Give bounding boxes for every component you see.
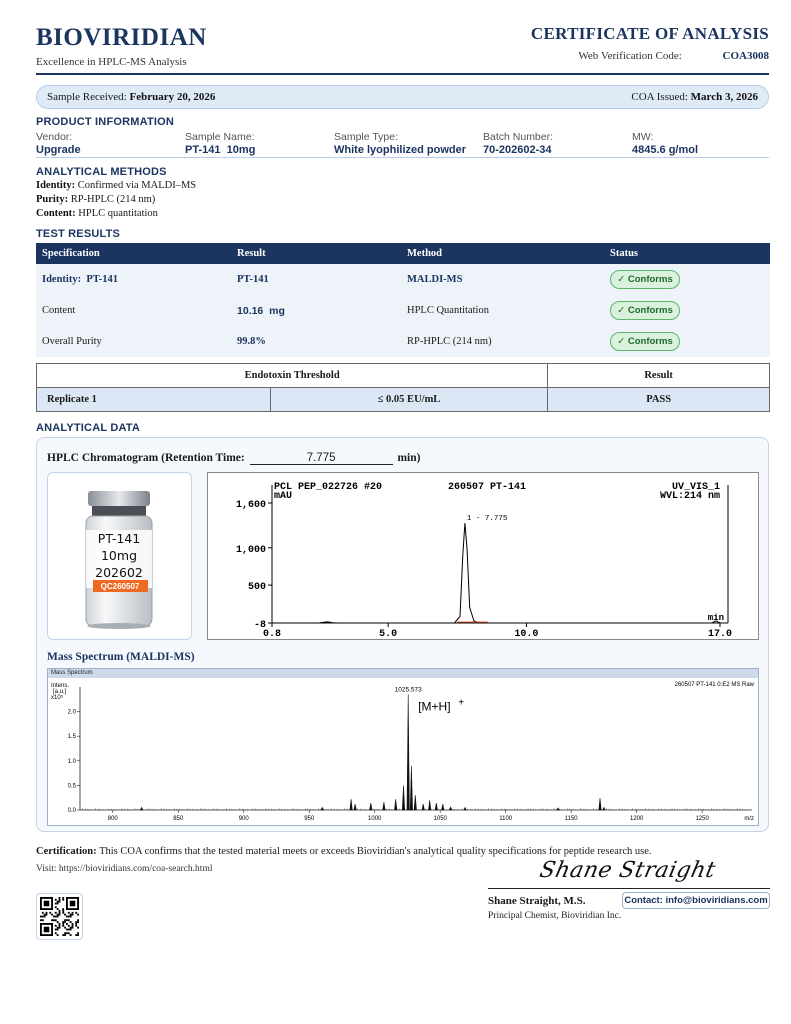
vial-photo bbox=[47, 472, 192, 640]
qr-module bbox=[75, 923, 77, 925]
qr-module bbox=[64, 919, 66, 921]
qr-module bbox=[72, 927, 74, 929]
qr-module bbox=[55, 919, 57, 921]
qr-code-graphic bbox=[40, 897, 79, 936]
method-cell: RP-HPLC (214 nm) bbox=[401, 326, 604, 357]
ms-y-tick-label: 1.5 bbox=[67, 734, 76, 741]
chrom-y-unit: mAU bbox=[274, 491, 293, 502]
method-label: Identity: bbox=[36, 180, 76, 191]
field-value: Upgrade bbox=[36, 144, 81, 156]
qr-module bbox=[66, 916, 68, 918]
qr-module bbox=[64, 932, 66, 934]
field-label: Vendor: bbox=[36, 131, 73, 143]
ms-peak bbox=[370, 803, 372, 810]
qr-module bbox=[55, 906, 57, 908]
status-cell bbox=[604, 295, 770, 326]
chrom-x-unit: min bbox=[707, 613, 724, 623]
ms-y-exp: x10⁵ bbox=[51, 695, 64, 701]
qr-module bbox=[44, 916, 46, 918]
chrom-y-tick-label: 1,000 bbox=[235, 544, 266, 556]
verification-label: Web Verification Code: bbox=[578, 50, 682, 62]
qr-module bbox=[62, 925, 64, 927]
qr-module bbox=[57, 908, 59, 910]
qr-module bbox=[42, 919, 44, 921]
ms-x-tick-label: 1100 bbox=[499, 816, 513, 822]
chrom-x-tick-label: 5.0 bbox=[379, 629, 398, 640]
chrom-header-mid: 260507 PT-141 bbox=[448, 482, 527, 493]
analytical-data-panel bbox=[36, 437, 769, 832]
verification-value: COA3008 bbox=[722, 50, 769, 62]
qr-module bbox=[70, 934, 72, 936]
qr-module bbox=[59, 914, 61, 916]
ms-peak bbox=[450, 807, 452, 810]
qr-module bbox=[59, 923, 61, 925]
chromatogram-chart bbox=[208, 473, 760, 641]
method-cell: HPLC Quantitation bbox=[401, 295, 604, 326]
ms-ion-label: [M+H] bbox=[418, 699, 451, 714]
ms-y-unit: [a.u.] bbox=[53, 689, 67, 695]
spec-cell: Overall Purity bbox=[36, 326, 231, 357]
status-badge: ✓ Conforms bbox=[610, 270, 680, 289]
ms-peak bbox=[414, 795, 416, 810]
replicate-label: Replicate 1 bbox=[37, 388, 271, 412]
ms-x-tick-label: 950 bbox=[304, 816, 315, 822]
qr-module bbox=[72, 923, 74, 925]
chrom-y-tick-label: 1,600 bbox=[235, 500, 266, 511]
qr-module bbox=[70, 927, 72, 929]
qr-module bbox=[51, 919, 53, 921]
chrom-peak-label: 1 - 7.775 bbox=[466, 515, 508, 524]
ms-peak bbox=[464, 808, 466, 811]
column-header: Status bbox=[604, 243, 770, 264]
signature-line bbox=[488, 888, 770, 889]
qr-module bbox=[77, 932, 79, 934]
method-value: HPLC quantitation bbox=[78, 208, 158, 219]
analytical-data-title: ANALYTICAL DATA bbox=[36, 422, 141, 434]
chrom-x-tick-label: 17.0 bbox=[707, 629, 733, 640]
qr-module bbox=[51, 914, 53, 916]
visit-link[interactable]: Visit: https://bioviridians.com/coa-search.html bbox=[36, 864, 213, 874]
method-purity bbox=[36, 194, 155, 205]
sample-type-field bbox=[334, 131, 466, 156]
chrom-header-right-2: WVL:214 nm bbox=[659, 491, 720, 502]
retention-time-value: 7.775 bbox=[250, 452, 393, 465]
qr-module bbox=[70, 929, 72, 931]
qr-module bbox=[57, 916, 59, 918]
qr-code-icon[interactable] bbox=[36, 893, 83, 940]
qr-module bbox=[57, 901, 59, 903]
qr-module bbox=[59, 927, 61, 929]
qr-module bbox=[68, 919, 70, 921]
qr-module bbox=[64, 921, 66, 923]
method-content bbox=[36, 208, 158, 219]
chrom-y-tick-label: -8 bbox=[253, 620, 266, 631]
table-row bbox=[36, 326, 770, 357]
qr-module bbox=[55, 903, 57, 905]
ms-peak bbox=[429, 800, 431, 810]
signature: Shane Straight bbox=[537, 858, 718, 883]
qr-module bbox=[77, 927, 79, 929]
issued-value: March 3, 2026 bbox=[690, 91, 758, 103]
qr-module bbox=[55, 932, 57, 934]
mass-spectrum-header: Mass Spectrum bbox=[48, 669, 758, 678]
status-badge: ✓ Conforms bbox=[610, 332, 680, 351]
qr-module bbox=[62, 910, 64, 912]
column-header: Method bbox=[401, 243, 604, 264]
vial-sticker-text: QC260507 bbox=[100, 582, 140, 591]
contact-email[interactable]: Contact: info@bioviridians.com bbox=[622, 892, 770, 909]
qr-module bbox=[75, 934, 77, 936]
qr-module bbox=[68, 916, 70, 918]
ms-y-tick-label: 0.0 bbox=[67, 808, 76, 814]
qr-module bbox=[66, 932, 68, 934]
mw-field bbox=[632, 131, 698, 156]
qr-module bbox=[55, 925, 57, 927]
qr-module bbox=[55, 899, 57, 901]
status-cell bbox=[604, 264, 770, 295]
ms-y-tick-label: 0.5 bbox=[67, 783, 76, 790]
vial-cap-icon bbox=[88, 491, 150, 506]
qr-module bbox=[75, 921, 77, 923]
ms-x-tick-label: 800 bbox=[107, 816, 118, 822]
qr-module bbox=[55, 912, 57, 914]
dates-bar bbox=[36, 85, 769, 109]
qr-module bbox=[62, 912, 64, 914]
signer-title: Principal Chemist, Bioviridian Inc. bbox=[488, 911, 622, 921]
ms-x-tick-label: 900 bbox=[238, 816, 249, 822]
table-row bbox=[37, 388, 770, 412]
ms-peak bbox=[442, 804, 444, 810]
qr-module bbox=[68, 912, 70, 914]
spec-cell: Identity: PT-141 bbox=[36, 264, 231, 295]
document-title: CERTIFICATE OF ANALYSIS bbox=[530, 24, 769, 43]
received-value: February 20, 2026 bbox=[129, 91, 216, 103]
chrom-x-tick-label: 0.8 bbox=[262, 629, 282, 640]
mass-spectrum bbox=[47, 668, 759, 826]
endotoxin-result: PASS bbox=[548, 388, 770, 412]
ms-peak bbox=[435, 803, 437, 810]
qr-module bbox=[75, 912, 77, 914]
status-cell bbox=[604, 326, 770, 357]
column-header: Endotoxin Threshold bbox=[37, 364, 548, 388]
qr-module bbox=[68, 932, 70, 934]
ms-y-tick-label: 2.0 bbox=[67, 709, 76, 716]
qr-module bbox=[62, 923, 64, 925]
column-header: Specification bbox=[36, 243, 231, 264]
ms-x-tick-label: 1150 bbox=[564, 816, 578, 822]
qr-module bbox=[57, 914, 59, 916]
method-label: Content: bbox=[36, 208, 76, 219]
mass-spectrum-title: Mass Spectrum (MALDI-MS) bbox=[47, 651, 195, 663]
qr-module bbox=[59, 901, 61, 903]
chrom-title-suffix: min) bbox=[397, 452, 421, 464]
qr-module bbox=[46, 912, 48, 914]
result-cell: 99.8% bbox=[231, 326, 401, 357]
qr-module bbox=[44, 914, 46, 916]
result-cell: 10.16 mg bbox=[231, 295, 401, 326]
table-row bbox=[36, 295, 770, 326]
column-header: Result bbox=[548, 364, 770, 388]
field-value: PT-141 10mg bbox=[185, 144, 256, 156]
qr-module bbox=[62, 897, 64, 899]
chrom-header-left: PCL PEP_022726 #20 bbox=[274, 482, 383, 493]
qr-module bbox=[64, 914, 66, 916]
ms-peak bbox=[410, 766, 412, 810]
signer-name: Shane Straight, M.S. bbox=[488, 895, 586, 907]
qr-module bbox=[77, 919, 79, 921]
qr-module bbox=[66, 929, 68, 931]
ms-x-tick-label: 850 bbox=[173, 816, 184, 822]
mass-spectrum-chart bbox=[48, 669, 760, 827]
header-divider bbox=[36, 73, 769, 75]
qr-module bbox=[62, 921, 64, 923]
method-value: RP-HPLC (214 nm) bbox=[70, 194, 156, 205]
test-results-title: TEST RESULTS bbox=[36, 228, 121, 240]
tagline: Excellence in HPLC-MS Analysis bbox=[36, 56, 187, 68]
qr-module bbox=[55, 929, 57, 931]
ms-y-tick-label: 1.0 bbox=[67, 758, 76, 765]
ms-x-unit: m/z bbox=[744, 816, 754, 822]
chrom-y-tick-label: 500 bbox=[247, 582, 266, 594]
qr-module bbox=[53, 916, 55, 918]
cert-text: This COA confirms that the tested material meets or exceeds Bioviridian's analytical quality specifications for peptide research use. bbox=[99, 846, 652, 857]
vial-illustration bbox=[48, 473, 193, 641]
sample-received bbox=[47, 91, 215, 103]
ms-x-tick-label: 1250 bbox=[695, 816, 709, 822]
qr-module bbox=[40, 916, 42, 918]
qr-module bbox=[59, 912, 61, 914]
table-row bbox=[36, 264, 770, 295]
vial-label-line: 10mg bbox=[100, 548, 138, 563]
field-label: Batch Number: bbox=[483, 131, 554, 143]
qr-finder-core bbox=[44, 927, 50, 933]
qr-module bbox=[57, 927, 59, 929]
ms-peak bbox=[321, 808, 323, 811]
certification-statement bbox=[36, 846, 651, 857]
qr-module bbox=[59, 925, 61, 927]
hplc-chromatogram bbox=[207, 472, 759, 640]
qr-module bbox=[59, 897, 61, 899]
batch-number-field bbox=[483, 131, 553, 156]
ms-peak bbox=[402, 785, 404, 810]
qr-module bbox=[53, 919, 55, 921]
method-value: Confirmed via MALDI–MS bbox=[77, 180, 197, 191]
ms-info: 260507 PT-141 0:E2 MS Raw bbox=[674, 682, 754, 688]
threshold-value: ≤ 0.05 EU/mL bbox=[270, 388, 548, 412]
field-label: Sample Type: bbox=[334, 131, 399, 143]
received-label: Sample Received: bbox=[47, 91, 127, 103]
ms-x-tick-label: 1200 bbox=[629, 816, 644, 822]
verification-code bbox=[578, 50, 769, 62]
ms-x-tick-label: 1050 bbox=[433, 816, 447, 822]
ms-peak-value-label: 1025.573 bbox=[394, 686, 422, 694]
qr-module bbox=[59, 899, 61, 901]
ms-peak bbox=[383, 802, 385, 810]
chromatogram-title bbox=[47, 452, 420, 465]
table-header-row bbox=[36, 243, 770, 264]
qr-module bbox=[77, 921, 79, 923]
qr-module bbox=[57, 921, 59, 923]
ms-peak bbox=[557, 808, 559, 810]
ms-peak bbox=[350, 799, 352, 810]
brand-logo: BIOVIRIDIAN bbox=[36, 24, 207, 51]
method-cell: MALDI-MS bbox=[401, 264, 604, 295]
qr-module bbox=[70, 914, 72, 916]
qr-module bbox=[46, 914, 48, 916]
qr-module bbox=[68, 925, 70, 927]
method-identity bbox=[36, 180, 196, 191]
ms-peak bbox=[140, 808, 142, 811]
qr-module bbox=[68, 929, 70, 931]
test-results-table bbox=[36, 243, 770, 357]
qr-module bbox=[72, 925, 74, 927]
column-header: Result bbox=[231, 243, 401, 264]
ms-peak bbox=[395, 799, 397, 810]
qr-module bbox=[72, 914, 74, 916]
chrom-title-prefix: HPLC Chromatogram (Retention Time: bbox=[47, 452, 245, 464]
qr-module bbox=[55, 916, 57, 918]
ms-ion-charge: + bbox=[458, 697, 465, 709]
spec-cell: Content bbox=[36, 295, 231, 326]
methods-title: ANALYTICAL METHODS bbox=[36, 166, 167, 178]
qr-module bbox=[42, 912, 44, 914]
product-info-title: PRODUCT INFORMATION bbox=[36, 116, 175, 128]
field-label: MW: bbox=[632, 131, 654, 143]
field-label: Sample Name: bbox=[185, 131, 255, 143]
field-value: 4845.6 g/mol bbox=[632, 144, 699, 156]
qr-module bbox=[66, 919, 68, 921]
vendor-field bbox=[36, 131, 81, 156]
qr-module bbox=[49, 912, 51, 914]
sample-name-field bbox=[185, 131, 255, 156]
endotoxin-header-row bbox=[37, 364, 770, 388]
qr-module bbox=[62, 899, 64, 901]
chrom-trace bbox=[272, 523, 720, 623]
coa-issued bbox=[631, 91, 758, 103]
ms-x-tick-label: 1000 bbox=[368, 816, 382, 822]
field-value: 70-202602-34 bbox=[483, 144, 552, 156]
ms-y-label: Intens. bbox=[51, 683, 70, 689]
qr-module bbox=[66, 923, 68, 925]
product-info bbox=[36, 131, 769, 158]
method-label: Purity: bbox=[36, 194, 69, 205]
ms-peak bbox=[354, 804, 356, 810]
endotoxin-table bbox=[36, 363, 770, 412]
qr-finder-core bbox=[44, 901, 50, 907]
qr-module bbox=[40, 919, 42, 921]
qr-module bbox=[72, 912, 74, 914]
cert-label: Certification: bbox=[36, 846, 97, 857]
qr-module bbox=[62, 908, 64, 910]
chrom-header-right: UV_VIS_1 bbox=[671, 482, 720, 493]
qr-module bbox=[57, 934, 59, 936]
qr-module bbox=[70, 916, 72, 918]
qr-module bbox=[77, 934, 79, 936]
status-badge: ✓ Conforms bbox=[610, 301, 680, 320]
qr-finder-core bbox=[70, 901, 76, 907]
qr-module bbox=[77, 914, 79, 916]
qr-module bbox=[64, 934, 66, 936]
ms-plot-area bbox=[68, 686, 754, 822]
qr-module bbox=[59, 910, 61, 912]
vial-label-line: 202602 bbox=[95, 565, 143, 580]
qr-module bbox=[57, 929, 59, 931]
ms-peak bbox=[422, 804, 424, 810]
qr-module bbox=[70, 921, 72, 923]
vial-label-line: PT-141 bbox=[97, 531, 141, 546]
ms-peak bbox=[407, 694, 409, 810]
qr-module bbox=[62, 934, 64, 936]
issued-label: COA Issued: bbox=[631, 91, 688, 103]
result-cell: PT-141 bbox=[231, 264, 401, 295]
chrom-x-tick-label: 10.0 bbox=[514, 629, 539, 640]
ms-peak bbox=[599, 798, 601, 810]
chrom-plot-area bbox=[236, 485, 732, 640]
field-value: White lyophilized powder bbox=[334, 144, 466, 156]
qr-module bbox=[64, 927, 66, 929]
ms-peak bbox=[603, 808, 605, 811]
qr-module bbox=[75, 925, 77, 927]
qr-module bbox=[42, 916, 44, 918]
qr-module bbox=[57, 903, 59, 905]
